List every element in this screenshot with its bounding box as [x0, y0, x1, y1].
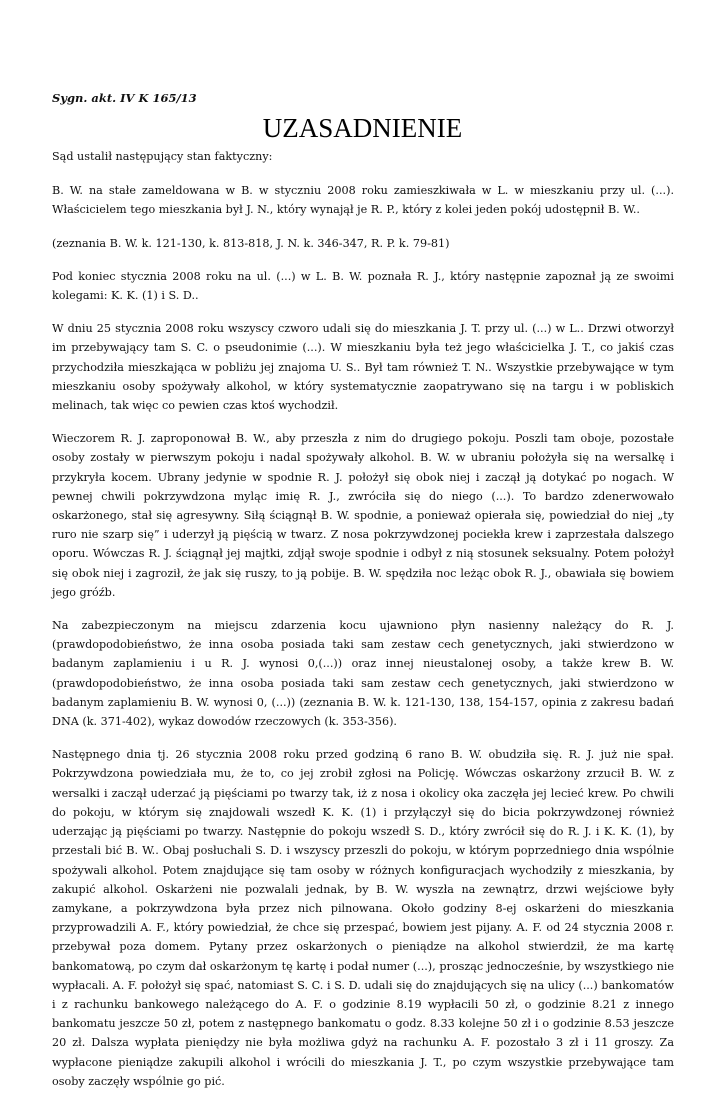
paragraph: Na zabezpieczonym na miejscu zdarzenia kocu ujawniono płyn nasienny należący do R. J. (prawdopodobieństwo, że inna osoba posiada taki sam zestaw cech genetycznych, jaki stwierdzono w badanym zaplamieniu i u R. J. wynosi 0,(...)) oraz innej nieustalonej osoby, a także krew B. W. (prawdopodobieństwo, że inna osoba posiada taki sam zestaw cech genetycznych, jaki stwierdzono w badanym zaplamieniu B. W. wynosi 0, (...)) (zeznania B. W. k. 121-130, 138, 154-157, opinia z zakresu badań DNA (k. 371-402), wykaz dowodów rzeczowych (k. 353-356). [52, 619, 674, 729]
paragraph: W dniu 25 stycznia 2008 roku wszyscy czworo udali się do mieszkania J. T. przy ul. (...) w L.. Drzwi otworzył im przebywający tam S. C. o pseudonimie (...). W mieszkaniu była też jego właścicielka J. T., co jakiś czas przychodziła mieszkająca w pobliżu jej znajoma U. S.. Był tam również T. N.. Wszystkie przebywające w tym mieszkaniu osoby spożywały alkohol, w który systematycznie zaopatrywano się na targu i w pobliskich melinach, tak więc co pewien czas ktoś wychodził. [52, 322, 674, 413]
paragraph-citation: (zeznania B. W. k. 121-130, k. 813-818, J. N. k. 346-347, R. P. k. 79-81) [52, 236, 450, 250]
case-reference: Sygn. akt. IV K 165/13 [52, 91, 197, 105]
document-title: UZASADNIENIE [262, 113, 463, 143]
paragraph: Pod koniec stycznia 2008 roku na ul. (...) w L. B. W. poznała R. J., który następnie zapoznał ją ze swoimi kolegami: K. K. (1) i S. D.. [52, 269, 674, 303]
paragraph-intro: Sąd ustalił następujący stan faktyczny: [52, 150, 273, 163]
paragraph: Następnego dnia tj. 26 stycznia 2008 roku przed godziną 6 rano B. W. obudziła się. R. J. już nie spał. Pokrzywdzona powiedziała mu, że to, co jej zrobił zgłosi na Policję. Wówczas oskarżony zrzucił B. W. z wersalki i zaczął uderzać ją pięściami po twarzy tak, iż z nosa i okolicy oka zaczęła jej lecieć krew. Po chwili do pokoju, w którym się znajdowali wszedł K. K. (1) i przyłączył się do bicia pokrzywdzonej również uderzając ją pięściami po twarzy. Następnie do pokoju wszedł S. D., który zwrócił się do R. J. i K. K. (1), by przestali bić B. W.. Obaj posłuchali S. D. i wszyscy przeszli do pokoju, w którym poprzedniego dnia wspólnie spożywali alkohol. Potem znajdujące się tam osoby w różnych konfiguracjach wychodziły z mieszkania, by zakupić alkohol. Oskarżeni nie pozwalali jednak, by B. W. wyszła na zewnątrz, drzwi wejściowe były zamykane, a pokrzywdzona była przez nich pilnowana. Około godziny 8-ej oskarżeni do mieszkania przyprowadzili A. F., który powiedział, że chce się przespać, bowiem jest pijany. A. F. od 24 stycznia 2008 r. przebywał poza domem. Pytany przez oskarżonych o pieniądze na alkohol stwierdził, że ma kartę bankomatową, po czym dał oskarżonym tę kartę i podał numer (...), prosząc jednocześnie, by wszystkiego nie wypłacali. A. F. położył się spać, natomiast S. C. i S. D. udali się do znajdujących się na ulicy (...) bankomatów i z rachunku bankowego należącego do A. F. o godzinie 8.19 wypłacili 50 zł, o godzinie 8.21 z innego bankomatu jeszcze 50 zł, potem z następnego bankomatu o godz. 8.33 kolejne 50 zł i o godzinie 8.53 jeszcze 20 zł. Dalsza wypłata pieniędzy nie była możliwa gdyż na rachunku A. F. pozostało 3 zł i 11 groszy. Za wypłacone pieniądze zakupili alkohol i wrócili do mieszkania J. T., po czym wszystkie przebywające tam osoby zaczęły wspólnie go pić. [52, 748, 674, 1088]
paragraph: Wieczorem R. J. zaproponował B. W., aby przeszła z nim do drugiego pokoju. Poszli tam oboje, pozostałe osoby zostały w pierwszym pokoju i nadal spożywały alkohol. B. W. w ubraniu położyła się na wersalkę i przykryła kocem. Ubrany jedynie w spodnie R. J. położył się obok niej i zaczął ją dotykać po nogach. W pewnej chwili pokrzywdzona myląc imię R. J., zwróciła się do niego (...). To bardzo zdenerwowało oskarżonego, stał się agresywny. Siłą ściągnął B. W. spodnie, a ponieważ opierała się, powiedział do niej „ty ruro nie szarp się” i uderzył ją pięścią w twarz. Z nosa pokrzywdzonej pociekła krew i zaprzestała dalszego oporu. Wówczas R. J. ściągnął jej majtki, zdjął swoje spodnie i odbył z nią stosunek seksualny. Potem położył się obok niej i zagroził, że jak się ruszy, to ją pobije. B. W. spędziła noc leżąc obok R. J., obawiała się bowiem jego gróźb. [52, 432, 674, 599]
document-body [52, 147, 674, 1105]
paragraph: B. W. na stałe zameldowana w B. w styczniu 2008 roku zamieszkiwała w L. w mieszkaniu przy ul. (...). Właścicielem tego mieszkania był J. N., który wynajął je R. P., który z kolei jeden pokój udostępnił B. W.. [52, 184, 674, 217]
